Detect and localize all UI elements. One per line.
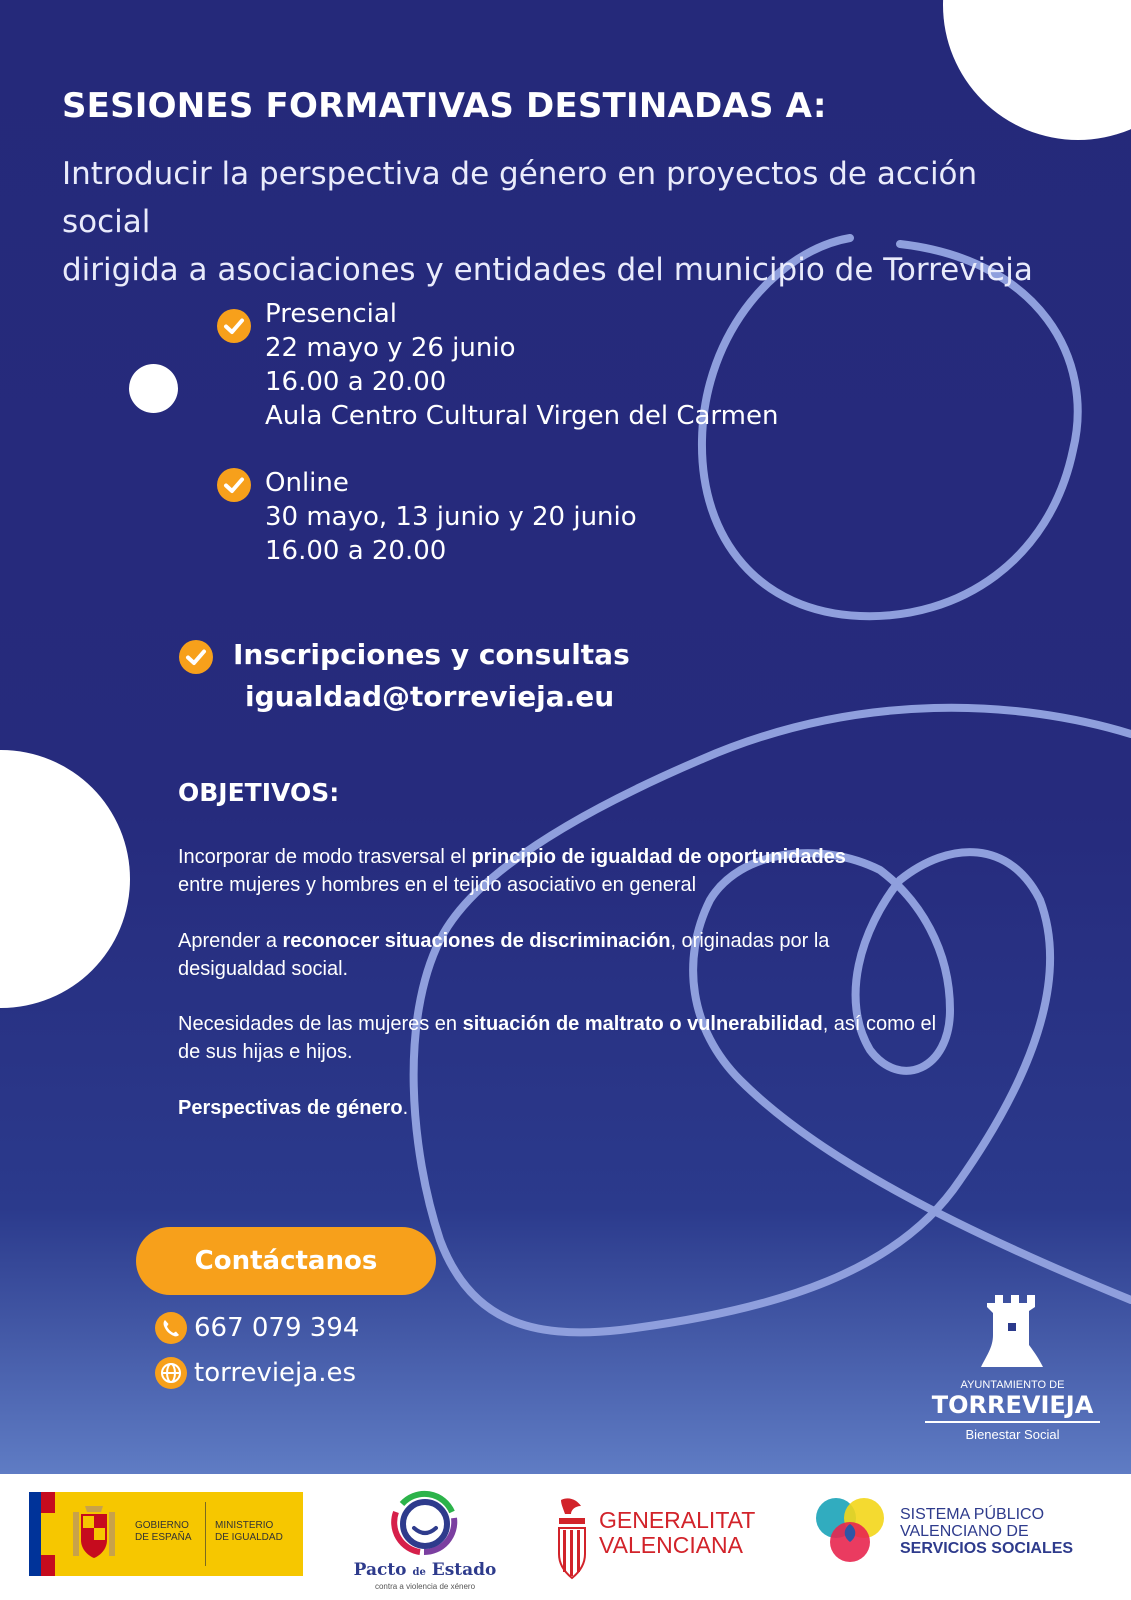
town-logo	[925, 1295, 1100, 1445]
logo-divider	[205, 1502, 206, 1566]
gobierno-logo	[29, 1492, 303, 1576]
footer-logos	[0, 1474, 1131, 1600]
pacto-subtitle: contra a violencia de xénero	[374, 1582, 476, 1591]
session-time: 16.00 a 20.00	[265, 536, 447, 566]
pacto-ring-icon	[350, 1482, 500, 1558]
objective-2: Aprender a reconocer situaciones de discriminación, originadas por la desigualdad social.	[178, 930, 830, 980]
objective-3: Necesidades de las mujeres en situación de maltrato o vulnerabilidad, así como el de sus hijas e hijos.	[178, 1013, 937, 1063]
session-label: Presencial	[265, 299, 398, 329]
session-place: Aula Centro Cultural Virgen del Carmen	[265, 401, 779, 431]
sistema-text: SISTEMA PÚBLICO VALENCIANO DE SERVICIOS SOCIALES	[900, 1506, 1074, 1557]
contact-website[interactable]: torrevieja.es	[194, 1358, 357, 1388]
tower-icon	[925, 1295, 1100, 1380]
town-logo-line-3: Bienestar Social	[965, 1427, 1060, 1442]
check-circle-icon	[217, 468, 251, 502]
session-label: Online	[265, 468, 349, 498]
sistema-circles-icon	[812, 1494, 888, 1570]
session-dates: 22 mayo y 26 junio	[265, 333, 516, 363]
registration-label: Inscripciones y consultas	[233, 638, 630, 671]
check-circle-icon	[179, 640, 213, 674]
session-presencial	[265, 297, 778, 433]
pacto-title: Pacto de Estado	[353, 1560, 497, 1580]
objective-4: Perspectivas de género.	[178, 1097, 409, 1119]
subtitle	[62, 150, 1062, 294]
session-online	[265, 466, 637, 568]
generalitat-crest-icon	[555, 1496, 589, 1580]
gobierno-text: GOBIERNO DE ESPAÑA	[135, 1520, 192, 1543]
contact-button[interactable]: Contáctanos	[136, 1227, 436, 1295]
page-title: SESIONES FORMATIVAS DESTINADAS A:	[62, 86, 827, 126]
contact-phone[interactable]: 667 079 394	[194, 1313, 360, 1343]
objectives-heading: OBJETIVOS:	[178, 778, 340, 807]
spain-flag-stripe	[41, 1492, 55, 1576]
globe-icon	[155, 1357, 187, 1389]
session-time: 16.00 a 20.00	[265, 367, 447, 397]
sistema-publico-logo	[812, 1494, 1082, 1580]
pacto-estado-logo	[350, 1482, 500, 1594]
check-circle-icon	[217, 309, 251, 343]
subtitle-line-1: Introducir la perspectiva de género en proyectos de acción social	[62, 156, 978, 240]
registration-email[interactable]: igualdad@torrevieja.eu	[245, 680, 615, 713]
coat-of-arms-icon	[69, 1504, 119, 1564]
phone-icon	[155, 1312, 187, 1344]
objective-1: Incorporar de modo trasversal el principio de igualdad de oportunidades entre mujeres y hombres en el tejido asociativo en general	[178, 846, 846, 896]
eu-flag-stripe	[29, 1492, 41, 1576]
session-dates: 30 mayo, 13 junio y 20 junio	[265, 502, 637, 532]
generalitat-logo	[555, 1496, 765, 1580]
town-logo-line-1: AYUNTAMIENTO DE	[960, 1379, 1065, 1391]
generalitat-text: GENERALITAT VALENCIANA	[599, 1507, 756, 1558]
ministerio-text: MINISTERIO DE IGUALDAD	[215, 1520, 283, 1543]
town-logo-line-2: TORREVIEJA	[925, 1391, 1100, 1423]
subtitle-line-2: dirigida a asociaciones y entidades del municipio de Torrevieja	[62, 252, 1033, 288]
